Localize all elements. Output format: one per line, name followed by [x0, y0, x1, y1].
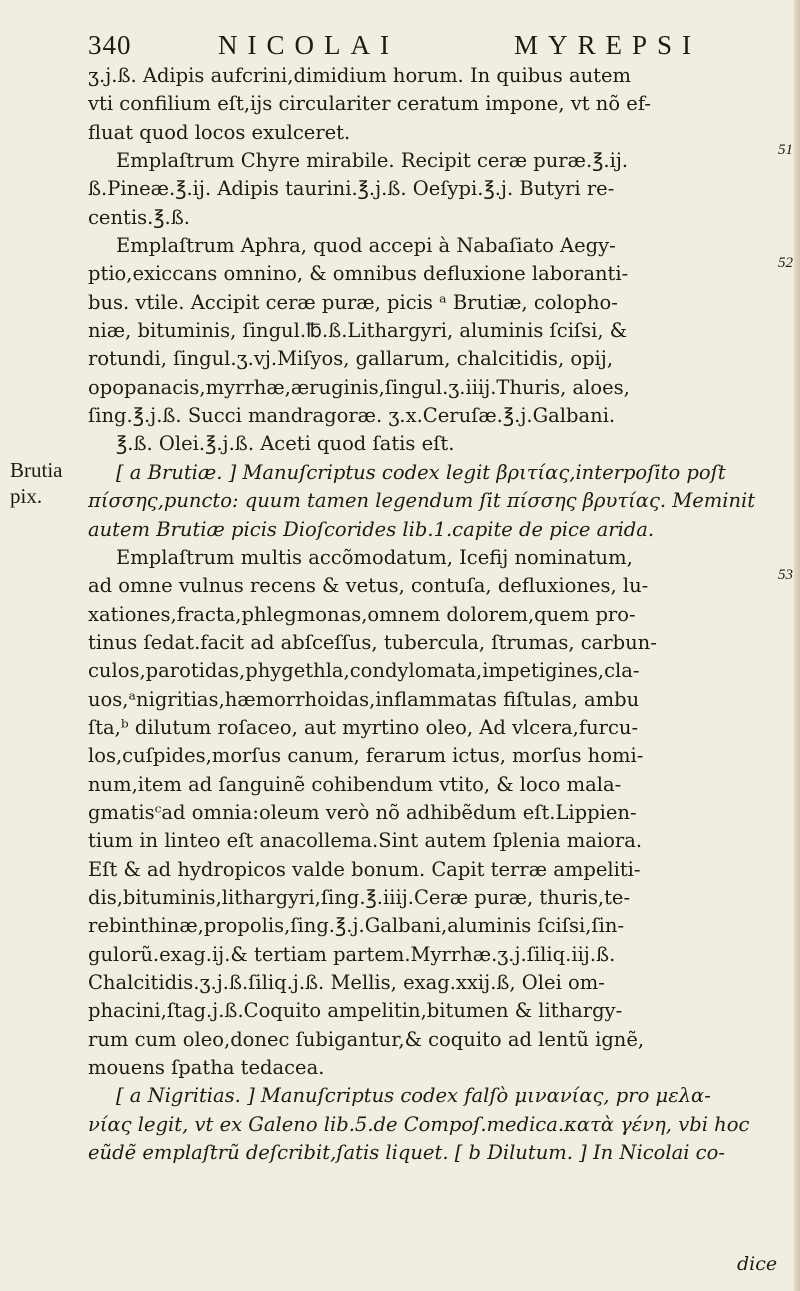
text-line: ptio,exiccans omnino, & omnibus defluxione laboranti- [88, 262, 629, 286]
text-line: Emplaſtrum multis accõmodatum, Icefij nominatum, [116, 545, 633, 569]
running-header [88, 30, 778, 60]
text-line: ℥.ß. Olei.℥.j.ß. Aceti quod ſatis eſt. [116, 432, 455, 456]
text-line: tium in linteo eſt anacollema.Sint autem ſplenia maiora. [88, 829, 643, 853]
text-line: bus. vtile. Accipit ceræ puræ, picis ᵃ Brutiæ, colopho- [88, 290, 618, 314]
text-line: mouens ſpatha tedacea. [88, 1056, 325, 1080]
note-line: [ a Brutiæ. ] Manuſcriptus codex legit βριτίας,interpoſito poſt [116, 460, 726, 484]
margin-note [10, 457, 63, 509]
note-line: [ a Nigritias. ] Manuſcriptus codex falſò μινανίας, pro μελα- [116, 1084, 711, 1108]
text-line: phacini,ſtag.j.ß.Coquito ampelitin,bitumen & lithargy- [88, 999, 623, 1023]
text-line: ſta,ᵇ dilutum roſaceo, aut myrtino oleo, Ad vlcera,furcu- [88, 715, 639, 739]
text-line: niæ, bituminis, ſingul.℔.ß.Lithargyri, aluminis ſciſsi, & [88, 319, 628, 343]
margin-note-line: pix. [10, 484, 43, 508]
text-line: culos,parotidas,phygethla,condylomata,impetigines,cla- [88, 659, 640, 683]
text-line: Eſt & ad hydropicos valde bonum. Capit terræ ampeliti- [88, 857, 641, 881]
text-block [88, 62, 778, 1167]
text-line: ſing.℥.j.ß. Succi mandragoræ. ʒ.x.Ceruſæ.℥.j.Galbani. [88, 404, 616, 428]
note-line: νίας legit, vt ex Galeno lib.5.de Compoſ.medica.κατὰ γένη, vbi hoc [88, 1112, 750, 1136]
margin-note-line: Brutia [10, 458, 63, 482]
catchword: dice [737, 1253, 778, 1275]
text-line: tinus ſedat.facit ad abſceſſus, tubercula, ſtrumas, carbun- [88, 630, 657, 654]
text-line: opopanacis,myrrhæ,æruginis,ſingul.ʒ.iiij.Thuris, aloes, [88, 375, 630, 399]
margin-number: 52 [778, 255, 793, 271]
text-line: rum cum oleo,donec ſubigantur,& coquito ad lentũ ignẽ, [88, 1027, 645, 1051]
text-line: gulorũ.exag.ij.& tertiam partem.Myrrhæ.ʒ.j.ſiliq.iij.ß. [88, 942, 616, 966]
note-line: eũdẽ emplaſtrũ deſcribit,ſatis liquet. [ b Dilutum. ] In Nicolai co- [88, 1141, 725, 1165]
text-line: centis.℥.ß. [88, 205, 190, 229]
text-line: Chalcitidis.ʒ.j.ß.ſiliq.j.ß. Mellis, exag.xxij.ß, Olei om- [88, 971, 605, 994]
text-line: los,cuſpides,morſus canum, ferarum ictus, morſus homi- [88, 744, 644, 768]
text-line: ß.Pineæ.℥.ij. Adipis taurini.℥.j.ß. Oeſypi.℥.j. Butyri re- [88, 177, 615, 201]
text-line: vti confilium eſt,ijs circulariter ceratum impone, vt nõ ef- [88, 92, 651, 116]
text-line: dis,bituminis,lithargyri,ſing.℥.iiij.Ceræ puræ, thuris,te- [88, 885, 631, 909]
text-line: Emplaſtrum Aphra, quod accepi à Nabaſiato Aegy- [116, 234, 616, 258]
text-line: fluat quod locos exulceret. [88, 120, 351, 144]
text-line: ʒ.j.ß. Adipis aufcrini,dimidium horum. In quibus autem [88, 64, 631, 87]
page-edge [794, 0, 800, 1291]
text-line: Emplaſtrum Chyre mirabile. Recipit ceræ puræ.℥.ij. [116, 149, 629, 173]
note-line: πίσσης,puncto: quum tamen legendum ſit πίσσης βρυτίας. Meminit [88, 489, 756, 513]
page-number: 340 [88, 30, 132, 60]
header-author-first: NICOLAI [218, 30, 399, 60]
text-line: gmatisᶜad omnia:oleum verò nõ adhibẽdum eſt.Lippien- [88, 800, 637, 824]
header-author-last: MYREPSI [514, 30, 702, 60]
margin-number: 51 [778, 142, 793, 158]
text-line: rebinthinæ,propolis,ſing.℥.j.Galbani,aluminis ſciſsi,ſin- [88, 914, 625, 938]
note-line: autem Brutiæ picis Dioſcorides lib.1.capite de pice arida. [88, 517, 655, 541]
text-line: rotundi, ſingul.ʒ.vj.Miſyos, gallarum, chalcitidis, opij, [88, 347, 614, 371]
text-line: num,item ad ſanguinẽ cohibendum vtito, & loco mala- [88, 772, 622, 796]
text-line: xationes,fracta,phlegmonas,omnem dolorem,quem pro- [88, 602, 636, 626]
margin-number: 53 [778, 567, 793, 583]
text-line: uos,ᵃnigritias,hæmorrhoidas,inflammatas fiſtulas, ambu [88, 687, 640, 711]
text-line: ad omne vulnus recens & vetus, contuſa, defluxiones, lu- [88, 574, 649, 598]
